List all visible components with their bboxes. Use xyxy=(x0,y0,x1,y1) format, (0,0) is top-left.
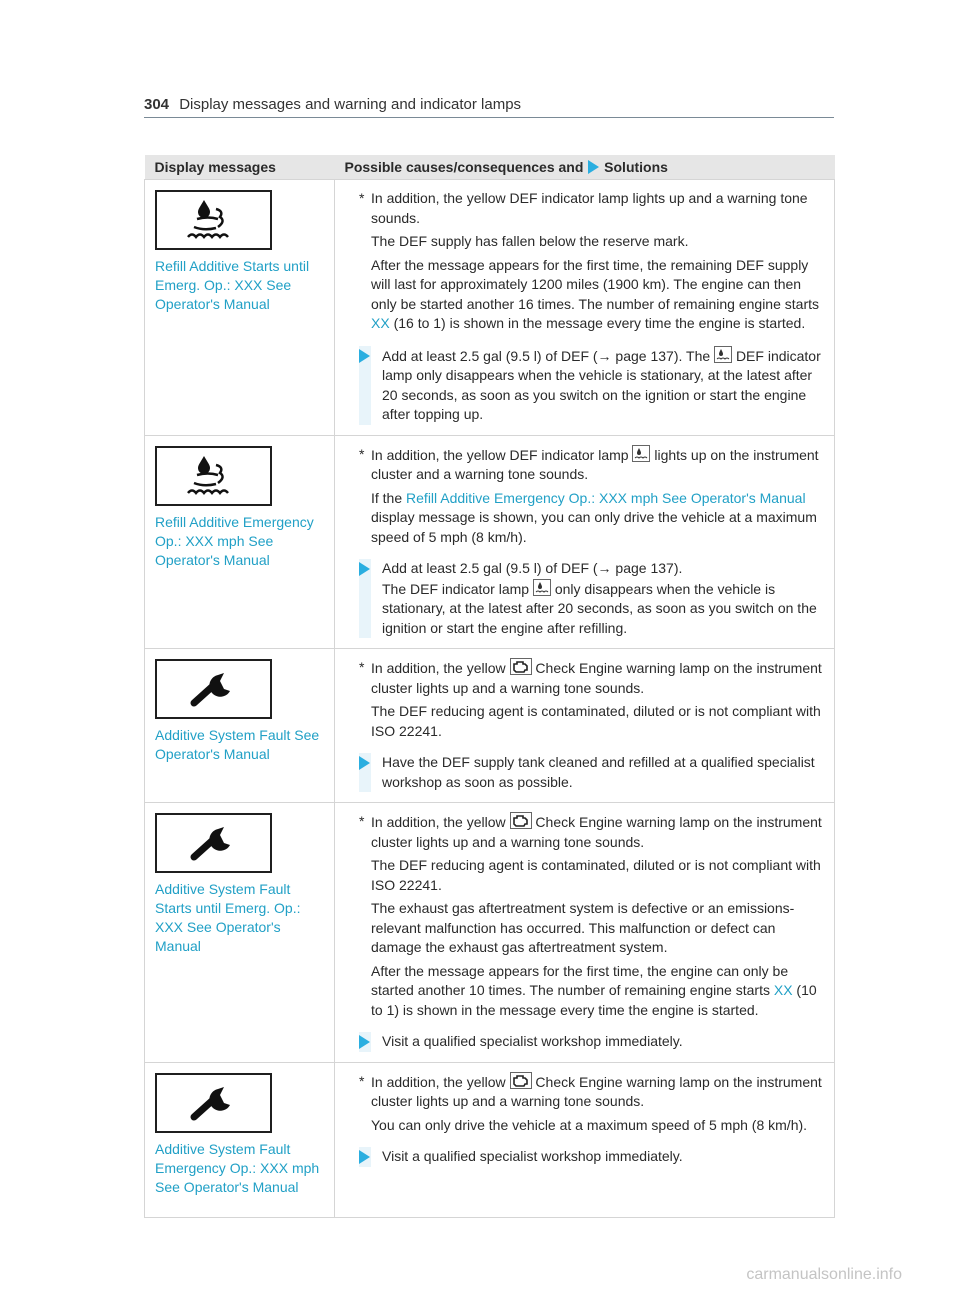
cause-text-part: In addition, the yellow xyxy=(371,814,506,830)
cause-bullet: * In addition, the yellow Check Engine warning lamp on the instrument cluster lights up and a warning tone sounds. xyxy=(359,812,822,852)
step-bar xyxy=(359,1147,371,1167)
step-bar xyxy=(359,1032,371,1052)
display-messages-table xyxy=(144,155,835,1218)
column-header-display-messages: Display messages xyxy=(145,155,335,180)
cause-bullet: * In addition, the yellow Check Engine warning lamp on the instrument cluster lights up and a warning tone sounds. xyxy=(359,658,822,698)
play-arrow-icon xyxy=(359,349,370,363)
cause-note xyxy=(371,962,822,1021)
check-engine-icon xyxy=(510,658,532,675)
cause-note xyxy=(371,256,822,334)
solution-text xyxy=(377,559,822,638)
play-arrow-icon xyxy=(587,160,600,174)
display-message-reference: Refill Additive Emergency Op.: XXX mph See Operator's Manual xyxy=(406,489,806,506)
page-header xyxy=(144,96,834,113)
solution-text-part: Add at least 2.5 gal (9.5 l) of DEF ( xyxy=(382,347,598,364)
cause-note: The DEF reducing agent is contaminated, diluted or is not compliant with ISO 22241. xyxy=(371,857,821,893)
solution-text: Have the DEF supply tank cleaned and refilled at a qualified specialist workshop as soon as possible. xyxy=(382,754,815,790)
check-engine-icon xyxy=(510,1072,532,1089)
engine-starts-placeholder: XX xyxy=(371,315,390,331)
solution-cell xyxy=(335,803,835,1063)
play-arrow-icon xyxy=(359,1150,370,1164)
solution-text: Visit a qualified specialist workshop immediately. xyxy=(382,1148,683,1164)
table-row xyxy=(145,803,835,1063)
column-header-causes-label: Possible causes/consequences and xyxy=(344,159,584,175)
step-bar xyxy=(359,559,371,638)
display-message-text: Additive System Fault Emergency Op.: XXX mph See Operator's Manual xyxy=(155,1140,320,1195)
table-row xyxy=(145,435,835,649)
display-message-text: Refill Additive Emergency Op.: XXX mph See Operator's Manual xyxy=(155,513,314,568)
display-icon-frame xyxy=(155,813,272,873)
solution-cell xyxy=(335,180,835,436)
table-row xyxy=(145,180,835,436)
column-header-causes-solutions xyxy=(335,155,835,180)
solution-step xyxy=(359,1147,822,1167)
play-arrow-icon xyxy=(359,562,370,576)
cause-text xyxy=(371,1072,822,1112)
def-fluid-icon xyxy=(182,453,246,499)
note-text: display message is shown, you can only drive the vehicle at a maximum speed of 5 mph (8 km/h). xyxy=(371,509,817,545)
solution-text: Visit a qualified specialist workshop immediately. xyxy=(382,1033,683,1049)
watermark: carmanualsonline.info xyxy=(746,1266,902,1283)
cause-note: You can only drive the vehicle at a maximum speed of 5 mph (8 km/h). xyxy=(371,1116,808,1133)
cause-text-part: Check Engine warning lamp on the instrument cluster lights up and a warning tone sounds. xyxy=(371,814,822,850)
wrench-icon xyxy=(188,667,240,711)
solution-step xyxy=(359,753,822,792)
note-text: (10 to 1) is shown in the message every time the engine is started. xyxy=(371,982,817,1018)
solution-cell xyxy=(335,435,835,649)
display-icon-frame xyxy=(155,190,272,250)
cause-note: The exhaust gas aftertreatment system is defective or an emissions-relevant malfunction has occurred. This malfunction or defect can damage the exhaust gas aftertreatment system. xyxy=(371,900,795,955)
def-indicator-lamp-icon xyxy=(714,346,732,363)
note-text: If the xyxy=(371,489,407,506)
step-bar xyxy=(359,753,371,792)
step-bar xyxy=(359,346,371,425)
cause-note: The DEF reducing agent is contaminated, diluted or is not compliant with ISO 22241. xyxy=(371,703,821,739)
display-icon-frame xyxy=(155,1073,272,1133)
header-divider xyxy=(144,117,834,118)
message-cell xyxy=(145,435,335,649)
table-row xyxy=(145,1062,835,1217)
def-indicator-lamp-icon xyxy=(533,579,551,596)
solution-cell xyxy=(335,649,835,803)
wrench-icon xyxy=(188,821,240,865)
solution-text-part: ). xyxy=(673,560,683,576)
solution-text-part: Add at least 2.5 gal (9.5 l) of DEF ( xyxy=(382,560,598,576)
page-reference-link[interactable]: → page 137 xyxy=(597,560,674,576)
message-cell xyxy=(145,649,335,803)
wrench-icon xyxy=(188,1081,240,1125)
solution-text-part: ). The xyxy=(673,347,711,364)
note-text: After the message appears for the first time, the remaining DEF supply will last for approximately 1200 miles (1900 km). The engine can then only be started another 16 times. The number of remaining engine starts xyxy=(371,256,819,312)
page-number: 304 xyxy=(144,96,170,113)
cause-text-part: In addition, the yellow DEF indicator lamp xyxy=(371,446,629,463)
engine-starts-placeholder: XX xyxy=(773,982,793,998)
solution-text-part: DEF indicator lamp only disappears when the vehicle is stationary, at the latest after 20 seconds, as soon as you switch on the ignition or start the engine after topping up. xyxy=(382,347,821,422)
message-cell xyxy=(145,803,335,1063)
cause-bullet: * In addition, the yellow DEF indicator lamp lights up on the instrument cluster and a warning tone sounds. xyxy=(359,445,822,485)
cause-text xyxy=(371,812,822,852)
solution-text-part: The DEF indicator lamp xyxy=(382,580,530,597)
cause-text xyxy=(371,445,822,485)
display-icon-frame xyxy=(155,446,272,506)
solution-text-part: only disappears when the vehicle is stationary, at the latest after 20 seconds, as soon as you switch on the ignition or start the engine after refilling. xyxy=(382,580,817,636)
message-cell xyxy=(145,180,335,436)
cause-text: In addition, the yellow DEF indicator lamp lights up and a warning tone sounds. xyxy=(371,190,808,226)
play-arrow-icon xyxy=(359,1035,370,1049)
table-row xyxy=(145,649,835,803)
display-message-text: Additive System Fault Starts until Emerg. Op.: XXX See Operator's Manual xyxy=(155,881,301,954)
solution-cell xyxy=(335,1062,835,1217)
display-icon-frame xyxy=(155,659,272,719)
cause-bullet: * In addition, the yellow DEF indicator lamp lights up and a warning tone sounds. xyxy=(359,189,822,228)
page-reference-link[interactable]: → page 137 xyxy=(597,347,674,364)
cause-note: The DEF supply has fallen below the reserve mark. xyxy=(371,233,689,249)
cause-text-part: In addition, the yellow xyxy=(371,660,506,676)
message-cell xyxy=(145,1062,335,1217)
cause-text-part: Check Engine warning lamp on the instrument cluster lights up and a warning tone sounds. xyxy=(371,1073,822,1109)
cause-text-part: In addition, the yellow xyxy=(371,1073,506,1090)
cause-bullet: * In addition, the yellow Check Engine warning lamp on the instrument cluster lights up and a warning tone sounds. xyxy=(359,1072,822,1112)
solution-text xyxy=(377,346,822,425)
cause-text xyxy=(371,658,822,698)
def-fluid-icon xyxy=(182,197,246,243)
note-text: (16 to 1) is shown in the message every time the engine is started. xyxy=(389,315,806,331)
display-message-text: Additive System Fault See Operator's Manual xyxy=(155,727,320,762)
column-header-solutions-label: Solutions xyxy=(604,159,668,175)
solution-step xyxy=(359,559,822,638)
cause-text-part: Check Engine warning lamp on the instrument cluster lights up and a warning tone sounds. xyxy=(371,660,822,696)
cause-text-part: lights up on the instrument cluster and a warning tone sounds. xyxy=(371,446,819,482)
play-arrow-icon xyxy=(359,756,370,770)
table-header-row xyxy=(145,155,835,180)
display-message-text: Refill Additive Starts until Emerg. Op.: XXX See Operator's Manual xyxy=(155,258,310,312)
cause-note xyxy=(371,489,822,548)
check-engine-icon xyxy=(510,812,532,829)
def-indicator-lamp-icon xyxy=(632,445,650,462)
solution-step xyxy=(359,1032,822,1052)
solution-step xyxy=(359,346,822,425)
note-text: After the message appears for the first time, the engine can only be started another 10 times. The number of remaining engine starts xyxy=(371,962,789,998)
page-section-title: Display messages and warning and indicator lamps xyxy=(179,96,522,113)
